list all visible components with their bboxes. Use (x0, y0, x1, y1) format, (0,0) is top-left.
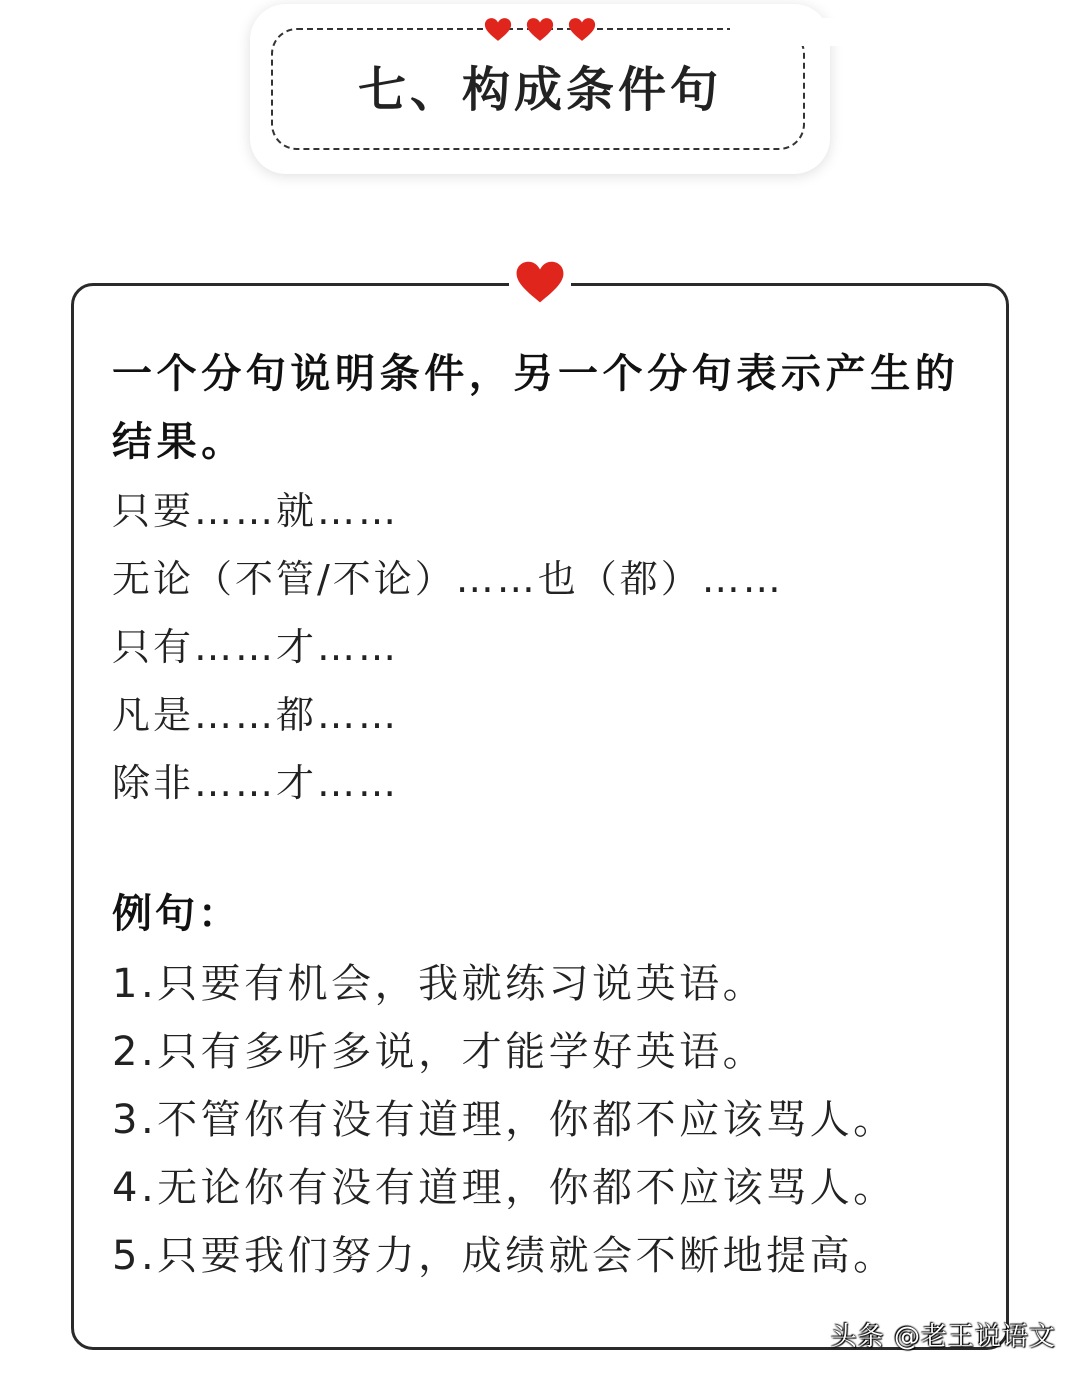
example-sentence: 4.无论你有没有道理，你都不应该骂人。 (112, 1165, 897, 1211)
example-sentence: 1.只要有机会，我就练习说英语。 (112, 961, 767, 1007)
watermark: 头条 @老王说语文 (830, 1322, 1056, 1352)
pattern-line: 无论（不管/不论）……也（都）…… (112, 557, 784, 601)
example-sentence: 5.只要我们努力，成绩就会不断地提高。 (112, 1233, 897, 1279)
pattern-line: 只要……就…… (112, 489, 400, 533)
example-sentence: 2.只有多听多说，才能学好英语。 (112, 1029, 767, 1075)
pattern-line: 凡是……都…… (112, 693, 400, 737)
example-sentence: 3.不管你有没有道理，你都不应该骂人。 (112, 1097, 897, 1143)
page-title: 七、构成条件句 (357, 62, 722, 118)
heart-icon (484, 17, 512, 42)
pattern-line: 除非……才…… (112, 761, 400, 805)
pattern-line: 只有……才…… (112, 625, 400, 669)
heart-icon (568, 17, 596, 42)
examples-heading: 例句： (112, 891, 241, 937)
heart-icon (515, 260, 565, 304)
definition-text: 一个分句说明条件，另一个分句表示产生的结果。 (112, 351, 960, 465)
heart-icon (526, 17, 554, 42)
title-hearts (730, 18, 850, 46)
